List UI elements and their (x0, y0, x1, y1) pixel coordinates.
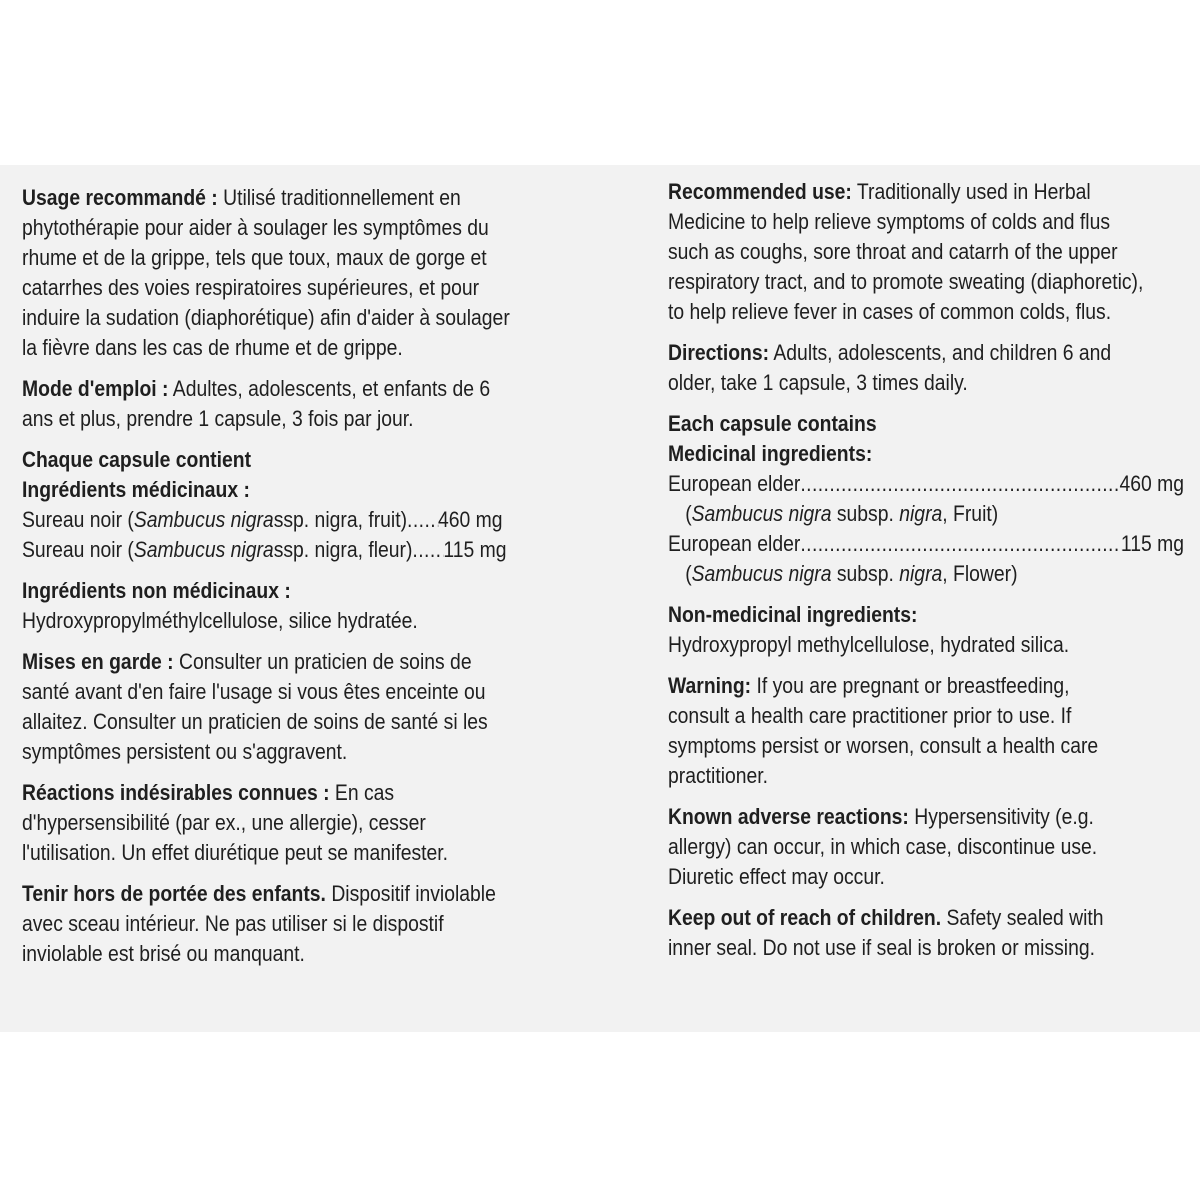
fr-adverse-section (22, 778, 580, 868)
fr-keep-line: Dispositif inviolable (325, 881, 496, 906)
en-usage-line: to help relieve fever in cases of common colds, flus. (668, 299, 1112, 324)
fr-warning-section (22, 647, 580, 767)
en-ingredient-name: European elder (668, 471, 801, 496)
en-detail-mid: subsp. (831, 501, 900, 526)
french-column-clip (0, 165, 580, 1032)
en-nonmedicinal-heading: Non-medicinal ingredients: (668, 602, 918, 627)
en-directions-line: older, take 1 capsule, 3 times daily. (668, 370, 968, 395)
french-column (22, 183, 580, 980)
dot-leader (407, 505, 438, 535)
english-column (668, 177, 1200, 974)
en-detail-prefix: ( (685, 561, 692, 586)
en-medicinal-heading: Medicinal ingredients: (668, 441, 873, 466)
fr-usage-line: Utilisé traditionnellement en (217, 185, 461, 210)
fr-usage-line: catarrhes des voies respiratoires supérieures, et pour (22, 275, 480, 300)
en-detail-species: Sambucus nigra (691, 501, 832, 526)
dot-leader (800, 469, 1119, 499)
fr-mode-line: Adultes, adolescents, et enfants de 6 (168, 376, 491, 401)
fr-usage-line: phytothérapie pour aider à soulager les symptômes du (22, 215, 489, 240)
en-usage-line: Medicine to help relieve symptoms of colds and flus (668, 209, 1111, 234)
fr-ingredient-species: Sambucus nigra (133, 507, 274, 532)
en-ingredient-name: European elder (668, 531, 801, 556)
fr-ingredient-suffix: ssp. nigra, fleur) (273, 537, 413, 562)
en-usage-line: Traditionally used in Herbal (851, 179, 1091, 204)
en-adverse-line: Diuretic effect may occur. (668, 864, 885, 889)
fr-ingredient-amount: 115 mg (443, 537, 507, 562)
en-directions-section (668, 338, 1200, 398)
en-detail-mid: subsp. (831, 561, 900, 586)
label-panel (0, 165, 1200, 1032)
en-directions-label: Directions: (668, 340, 770, 365)
en-adverse-line: allergy) can occur, in which case, discontinue use. (668, 834, 1098, 859)
en-ingredient-row (668, 529, 1184, 559)
en-adverse-line: Hypersensitivity (e.g. (908, 804, 1094, 829)
fr-usage-section (22, 183, 580, 363)
fr-ingredient-prefix: Sureau noir ( (22, 537, 134, 562)
fr-adverse-line: l'utilisation. Un effet diurétique peut se manifester. (22, 840, 449, 865)
en-usage-line: respiratory tract, and to promote sweating (diaphoretic), (668, 269, 1144, 294)
fr-adverse-line: En cas (329, 780, 395, 805)
fr-adverse-label: Réactions indésirables connues : (22, 780, 330, 805)
fr-ingredient-suffix: ssp. nigra, fruit) (273, 507, 408, 532)
en-usage-label: Recommended use: (668, 179, 852, 204)
en-adverse-label: Known adverse reactions: (668, 804, 909, 829)
fr-ingredient-row (22, 505, 580, 535)
fr-ingredient-prefix: Sureau noir ( (22, 507, 134, 532)
en-usage-line: such as coughs, sore throat and catarrh of the upper (668, 239, 1118, 264)
fr-keep-line: avec sceau intérieur. Ne pas utiliser si le dispostif (22, 911, 444, 936)
fr-keep-line: inviolable est brisé ou manquant. (22, 941, 305, 966)
en-keep-section (668, 903, 1200, 963)
en-capsule-heading: Each capsule contains (668, 411, 877, 436)
fr-ingredient-row (22, 535, 580, 565)
fr-ingredient-species: Sambucus nigra (133, 537, 274, 562)
fr-usage-line: rhume et de la grippe, tels que toux, maux de gorge et (22, 245, 487, 270)
en-adverse-section (668, 802, 1200, 892)
dot-leader (800, 529, 1121, 559)
en-detail-prefix: ( (685, 501, 692, 526)
en-ingredients-section (668, 409, 1200, 589)
fr-nonmedicinal-text: Hydroxypropylméthylcellulose, silice hydratée. (22, 608, 418, 633)
en-nonmedicinal-section (668, 600, 1200, 660)
en-keep-line: Safety sealed with (941, 905, 1104, 930)
fr-mode-line: ans et plus, prendre 1 capsule, 3 fois par jour. (22, 406, 414, 431)
en-warning-line: symptoms persist or worsen, consult a health care (668, 733, 1099, 758)
fr-mode-section (22, 374, 580, 434)
en-warning-line: If you are pregnant or breastfeeding, (751, 673, 1070, 698)
fr-warning-label: Mises en garde : (22, 649, 174, 674)
en-keep-line: inner seal. Do not use if seal is broken or missing. (668, 935, 1095, 960)
fr-warning-line: santé avant d'en faire l'usage si vous êtes enceinte ou (22, 679, 486, 704)
english-column-clip (580, 165, 1200, 1032)
en-detail-species: Sambucus nigra (691, 561, 832, 586)
en-ingredient-amount: 460 mg (1119, 471, 1184, 496)
fr-nonmedicinal-heading: Ingrédients non médicinaux : (22, 578, 291, 603)
en-detail-suffix: , Flower) (942, 561, 1018, 586)
fr-warning-line: symptômes persistent ou s'aggravent. (22, 739, 348, 764)
fr-mode-label: Mode d'emploi : (22, 376, 169, 401)
en-usage-section (668, 177, 1200, 327)
en-detail-variety: nigra (899, 501, 943, 526)
en-detail-suffix: , Fruit) (942, 501, 999, 526)
en-warning-line: practitioner. (668, 763, 769, 788)
fr-warning-line: allaitez. Consulter un praticien de soins de santé si les (22, 709, 488, 734)
en-warning-section (668, 671, 1200, 791)
fr-nonmedicinal-section (22, 576, 580, 636)
fr-usage-line: induire la sudation (diaphorétique) afin d'aider à soulager (22, 305, 510, 330)
fr-ingredient-amount: 460 mg (438, 507, 503, 532)
fr-keep-label: Tenir hors de portée des enfants. (22, 881, 326, 906)
en-ingredient-detail (668, 559, 1200, 589)
fr-warning-line: Consulter un praticien de soins de (173, 649, 472, 674)
fr-usage-label: Usage recommandé : (22, 185, 218, 210)
en-directions-line: Adults, adolescents, and children 6 and (769, 340, 1112, 365)
fr-capsule-heading: Chaque capsule contient (22, 447, 252, 472)
en-warning-label: Warning: (668, 673, 752, 698)
fr-ingredients-section (22, 445, 580, 565)
en-nonmedicinal-text: Hydroxypropyl methylcellulose, hydrated silica. (668, 632, 1070, 657)
en-detail-variety: nigra (899, 561, 943, 586)
en-ingredient-detail (668, 499, 1200, 529)
dot-leader (412, 535, 443, 565)
en-keep-label: Keep out of reach of children. (668, 905, 942, 930)
fr-adverse-line: d'hypersensibilité (par ex., une allergie), cesser (22, 810, 426, 835)
fr-medicinal-heading: Ingrédients médicinaux : (22, 477, 250, 502)
fr-keep-section (22, 879, 580, 969)
en-ingredient-amount: 115 mg (1120, 531, 1184, 556)
en-ingredient-row (668, 469, 1184, 499)
en-warning-line: consult a health care practitioner prior to use. If (668, 703, 1072, 728)
fr-usage-line: la fièvre dans les cas de rhume et de grippe. (22, 335, 403, 360)
